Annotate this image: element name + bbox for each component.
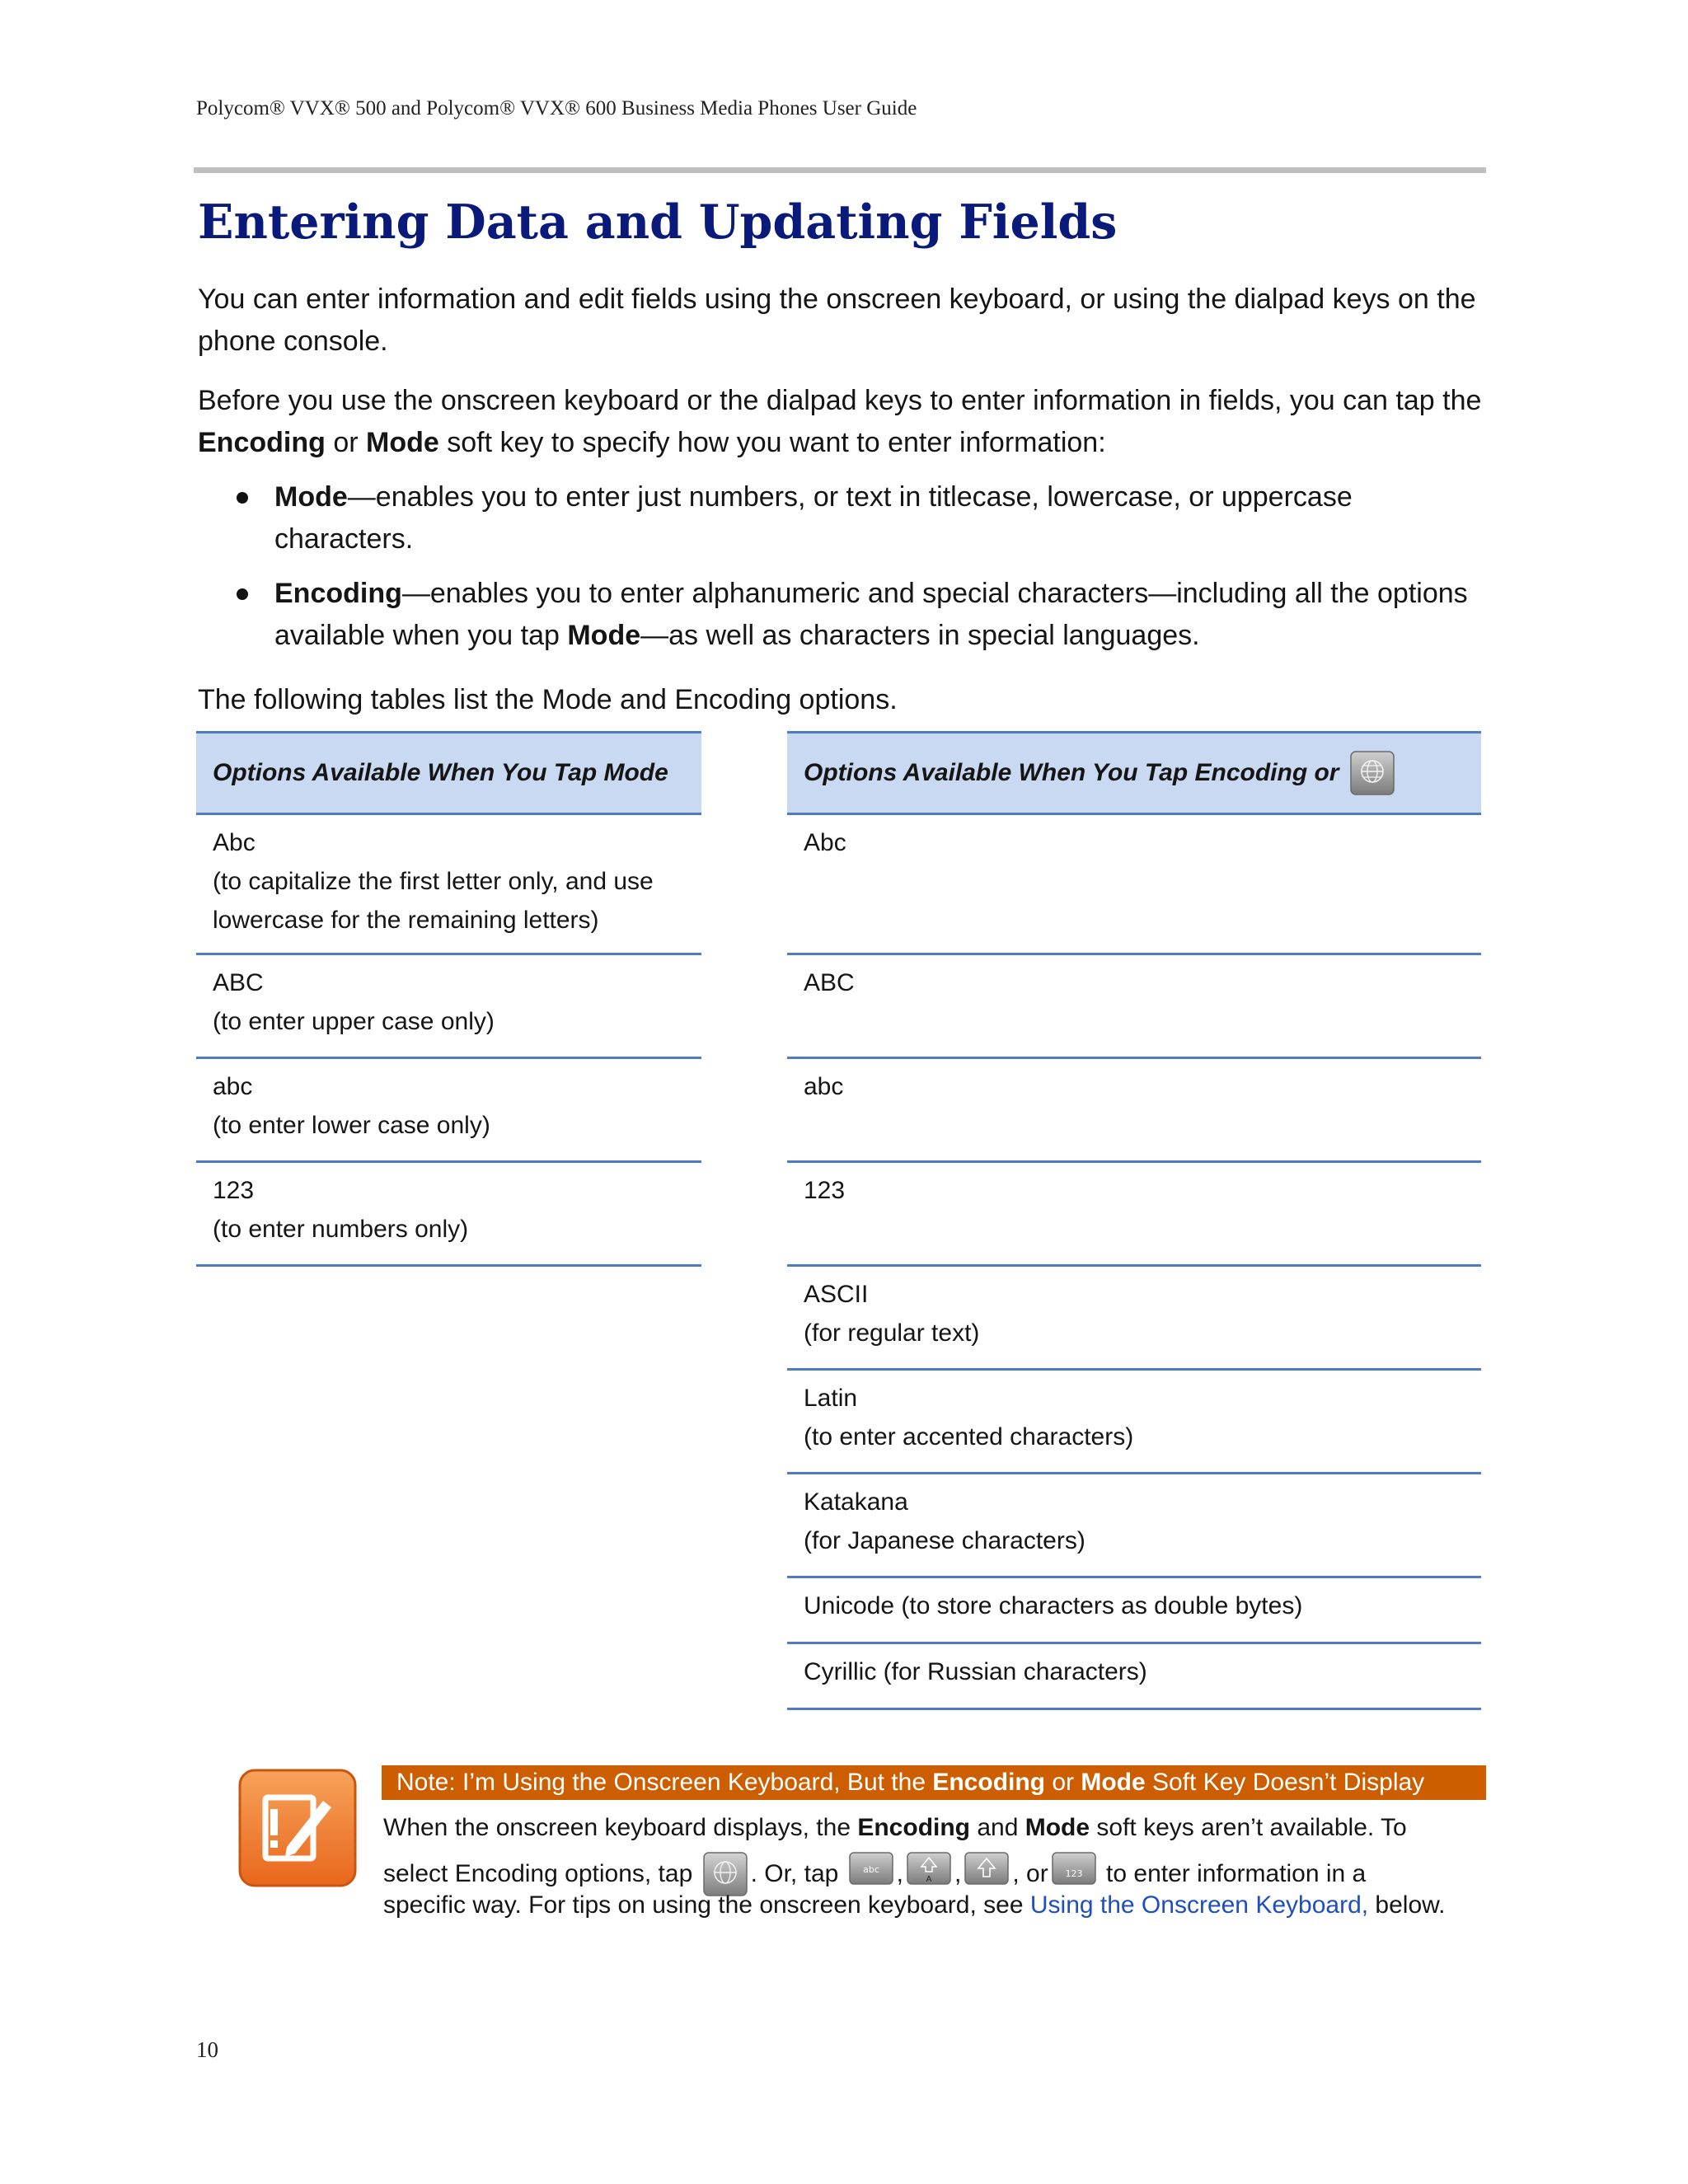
- encoding-table-row: [787, 1163, 1481, 1267]
- note-body: [383, 1810, 1488, 1924]
- mode-table-row: [196, 815, 701, 955]
- mode-table-row: [196, 955, 701, 1059]
- bullet-mode-line2: characters.: [274, 523, 414, 555]
- encoding-table-header-text: Options Available When You Tap Encoding or: [804, 759, 1339, 786]
- globe-icon: [1350, 751, 1395, 795]
- encoding-table-row: [787, 1578, 1481, 1644]
- note-title-post: Soft Key Doesn’t Display: [1145, 1769, 1425, 1796]
- encoding-row-label: Abc: [804, 829, 846, 856]
- encoding-table-row: [787, 815, 1481, 955]
- encoding-row-desc: (for regular text): [804, 1319, 980, 1347]
- mode-row-label: Abc: [213, 829, 256, 856]
- encoding-row-desc: (for Japanese characters): [804, 1527, 1085, 1554]
- encoding-row-label: abc: [804, 1073, 844, 1100]
- note-title-or: or: [1045, 1769, 1081, 1796]
- note-l1-encoding: Encoding: [857, 1814, 970, 1841]
- encoding-row-label: ABC: [804, 969, 855, 996]
- note-l2-comma: ,: [954, 1860, 962, 1887]
- bullet-encoding-line2: [274, 615, 1478, 657]
- encoding-row-label: Cyrillic (for Russian characters): [804, 1658, 1147, 1685]
- encoding-table-row: [787, 1644, 1481, 1710]
- page-title: Entering Data and Updating Fields: [198, 194, 1118, 250]
- note-icon: [237, 1768, 358, 1888]
- numeric-key-icon: [1052, 1852, 1096, 1891]
- note-l3-pre: specific way. For tips on using the onscreen keyboard, see: [383, 1891, 1030, 1919]
- mode-table-header: [196, 731, 701, 815]
- encoding-table-row: [787, 955, 1481, 1059]
- encoding-row-label: Katakana: [804, 1488, 908, 1516]
- shift-a-key-icon: [907, 1852, 951, 1891]
- encoding-row-desc: (to enter accented characters): [804, 1423, 1134, 1451]
- mode-table-row: [196, 1163, 701, 1267]
- note-l2-or: , or: [1012, 1860, 1048, 1887]
- encoding-row-label: Latin: [804, 1385, 858, 1412]
- svg-text:A: A: [926, 1875, 932, 1885]
- abc-key-icon: [849, 1852, 893, 1891]
- note-line-1: [383, 1810, 1488, 1846]
- intro-paragraph: You can enter information and edit fields using the onscreen keyboard, or using the dialpad keys on the phone console.: [198, 284, 1476, 357]
- encoding-table-row: [787, 1371, 1481, 1474]
- svg-text:123: 123: [1065, 1868, 1083, 1880]
- note-l1-and: and: [970, 1814, 1025, 1841]
- note-l3-post: below.: [1368, 1891, 1446, 1919]
- note-title-mode: Mode: [1081, 1769, 1146, 1796]
- before-text-1: Before you use the onscreen keyboard or the dialpad keys to enter information in fields, you can tap the: [198, 385, 1482, 416]
- mode-row-label: abc: [213, 1073, 253, 1100]
- encoding-row-label: ASCII: [804, 1281, 869, 1308]
- bullet-encoding-text: —enables you to enter alphanumeric and special characters—including all the options: [401, 578, 1468, 609]
- before-text-2: soft key to specify how you want to enter information:: [438, 427, 1106, 458]
- bullet-dot: [237, 588, 248, 600]
- mode-row-desc: lowercase for the remaining letters): [213, 907, 599, 934]
- encoding-row-label: Unicode (to store characters as double bytes): [804, 1592, 1303, 1619]
- bullet-encoding-term: Encoding: [274, 578, 402, 609]
- note-l1-mode: Mode: [1025, 1814, 1090, 1841]
- svg-text:abc: abc: [862, 1864, 879, 1876]
- note-l2-comma: ,: [896, 1860, 903, 1887]
- encoding-table-header: [787, 731, 1481, 815]
- bullet-encoding-line2-pre: available when you tap: [274, 620, 568, 651]
- note-l1-post: soft keys aren’t available. To: [1090, 1814, 1407, 1841]
- before-paragraph: [198, 380, 1492, 464]
- bullet-dot: [237, 492, 248, 504]
- note-title-encoding: Encoding: [932, 1769, 1045, 1796]
- running-header: Polycom® VVX® 500 and Polycom® VVX® 600 Business Media Phones User Guide: [196, 97, 917, 120]
- encoding-table-row: [787, 1474, 1481, 1578]
- bullet-encoding: [274, 573, 1478, 657]
- before-encoding: Encoding: [198, 427, 326, 458]
- note-line-3: [383, 1887, 1488, 1924]
- mode-row-desc: (to capitalize the first letter only, and use: [213, 868, 654, 895]
- mode-row-desc: (to enter numbers only): [213, 1216, 469, 1243]
- page-number: 10: [196, 2037, 218, 2062]
- bullet-encoding-line1: [274, 573, 1478, 615]
- tables-intro: The following tables list the Mode and Encoding options.: [198, 684, 898, 715]
- globe-icon: [703, 1852, 748, 1891]
- note-l2-b: . Or, tap: [750, 1860, 846, 1887]
- mode-row-desc: (to enter upper case only): [213, 1008, 495, 1035]
- note-l2-a: select Encoding options, tap: [383, 1860, 700, 1887]
- mode-row-label: 123: [213, 1177, 255, 1204]
- bullet-mode-term: Mode: [274, 481, 348, 513]
- bullet-mode-line1: [274, 476, 1478, 518]
- note-title-text: Note: I’m Using the Onscreen Keyboard, But the: [396, 1769, 933, 1796]
- bullet-mode: [274, 476, 1478, 560]
- before-mode: Mode: [366, 427, 439, 458]
- onscreen-keyboard-link[interactable]: Using the Onscreen Keyboard,: [1029, 1891, 1369, 1919]
- header-rule: [194, 167, 1486, 173]
- encoding-row-label: 123: [804, 1177, 846, 1204]
- note-l1-pre: When the onscreen keyboard displays, the: [383, 1814, 858, 1841]
- note-l2-c: to enter information in a: [1099, 1860, 1367, 1887]
- mode-table-header-text: Options Available When You Tap Mode: [213, 759, 668, 786]
- mode-row-desc: (to enter lower case only): [213, 1112, 490, 1139]
- before-or: or: [325, 427, 367, 458]
- encoding-table-row: [787, 1267, 1481, 1371]
- shift-key-icon: [964, 1852, 1009, 1891]
- bullet-mode-text: —enables you to enter just numbers, or text in titlecase, lowercase, or uppercase: [347, 481, 1353, 513]
- bullet-encoding-line2-post: —as well as characters in special languages.: [640, 620, 1200, 651]
- mode-table-row: [196, 1059, 701, 1163]
- bullet-encoding-line2-mode: Mode: [567, 620, 641, 651]
- note-title-bar: [382, 1765, 1486, 1800]
- encoding-table-row: [787, 1059, 1481, 1163]
- mode-row-label: ABC: [213, 969, 264, 996]
